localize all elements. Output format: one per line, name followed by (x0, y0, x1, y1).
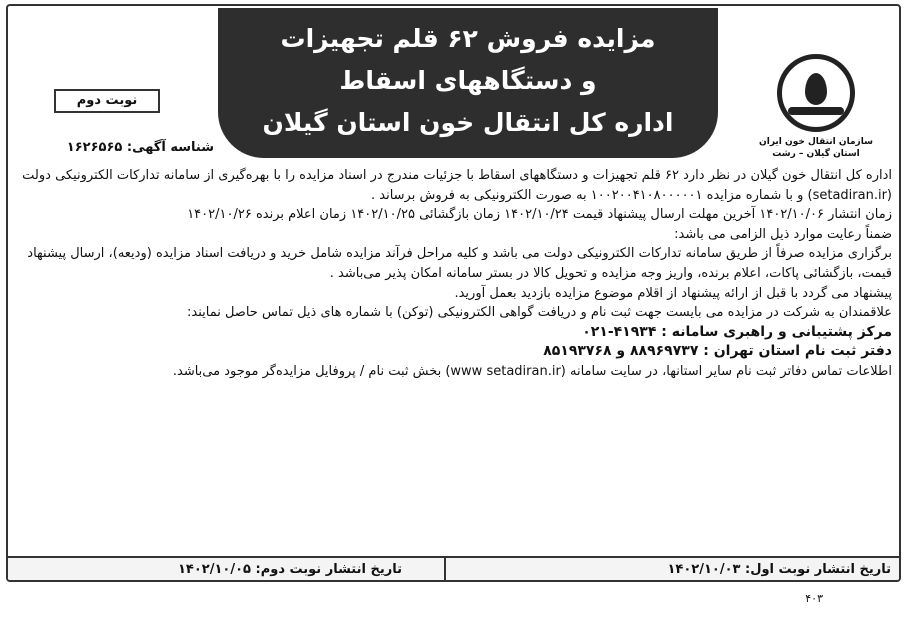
page-number: ۴۰۳ (805, 592, 823, 605)
paragraph-visit: پیشنهاد می گردد با قبل از ارائه پیشنهاد از اقلام موضوع مزایده بازدید بعمل آورید. (454, 285, 892, 301)
logo-line-1: سازمان انتقال خون ایران (759, 137, 873, 147)
second-publish-date: تاریخ انتشار نوبت دوم: ۱۴۰۲/۱۰/۰۵ (178, 562, 402, 577)
paragraph-requirements: برگزاری مزایده صرفاً از طریق سامانه تدارکات الکترونیکی دولت می باشد و کلیه مراحل فرآند مزایده شامل خرید و دریافت اسناد مزایده (ودیعه)، ارسال پیشنهاد قیمت، بازگشائی پاکات، اعلام برنده، واریز وجه مزایده و تحویل کالا در بستر سامانه امکان پذیر می‌باشد . (27, 246, 892, 281)
paragraph-intro: اداره کل انتقال خون گیلان در نظر دارد ۶۲ قلم تجهیزات و دستگاههای اسقاط با جزئیات مندرج در اسناد مزایده را با بهره‌گیری از سامانه تدارکات الکترونیکی دولت (setadiran.ir) و با شماره مزایده ۱۰۰۲۰۰۴۱۰۸۰۰۰۰۰۱ به صورت الکترونیکی به فروش برساند . (22, 168, 892, 203)
title-line-1: مزایده فروش ۶۲ قلم تجهیزات (280, 24, 656, 53)
ad-body (20, 166, 892, 382)
first-publish-date: تاریخ انتشار نوبت اول: ۱۴۰۲/۱۰/۰۳ (667, 562, 891, 577)
publish-dates-bar (8, 556, 899, 582)
paragraph-dates: زمان انتشار ۱۴۰۲/۱۰/۰۶ آخرین مهلت ارسال پیشنهاد قیمت ۱۴۰۲/۱۰/۲۴ زمان بازگشائی ۱۴۰۲/۱۰/۲۵ زمان اعلام برنده ۱۴۰۲/۱۰/۲۶ (187, 207, 892, 223)
paragraph-registration: علاقمندان به شرکت در مزایده می بایست جهت ثبت نام و دریافت گواهی الکترونیکی (توکن) با شماره های ذیل تماس حاصل نمایند: (186, 305, 892, 321)
divider (444, 558, 446, 582)
round-label: نوبت دوم (54, 89, 160, 113)
title-banner (218, 8, 718, 158)
paragraph-other-provinces: اطلاعات تماس دفاتر ثبت نام سایر استانها، در سایت سامانه (www setadiran.ir) بخش ثبت نام / پروفایل مزایده‌گر موجود می‌باشد. (172, 363, 892, 379)
organization-logo (741, 14, 891, 164)
logo-line-2: استان گیلان – رشت (772, 149, 860, 159)
title-line-3: اداره کل انتقال خون استان گیلان (262, 108, 674, 137)
title-line-2: و دستگاههای اسقاط (339, 66, 597, 95)
blood-drop-icon (777, 54, 855, 132)
ad-frame (6, 4, 901, 582)
paragraph-requirements-title: ضمناً رعایت موارد ذیل الزامی می باشد: (674, 226, 892, 242)
support-contact: مرکز پشتیبانی و راهبری سامانه : ۴۱۹۳۴-۰۲۱ (582, 323, 892, 340)
ad-id: شناسه آگهی: ۱۶۲۶۵۶۵ (66, 140, 214, 155)
tehran-office-contact: دفتر ثبت نام استان تهران : ۸۸۹۶۹۷۳۷ و ۸۵۱۹۳۷۶۸ (543, 343, 892, 360)
